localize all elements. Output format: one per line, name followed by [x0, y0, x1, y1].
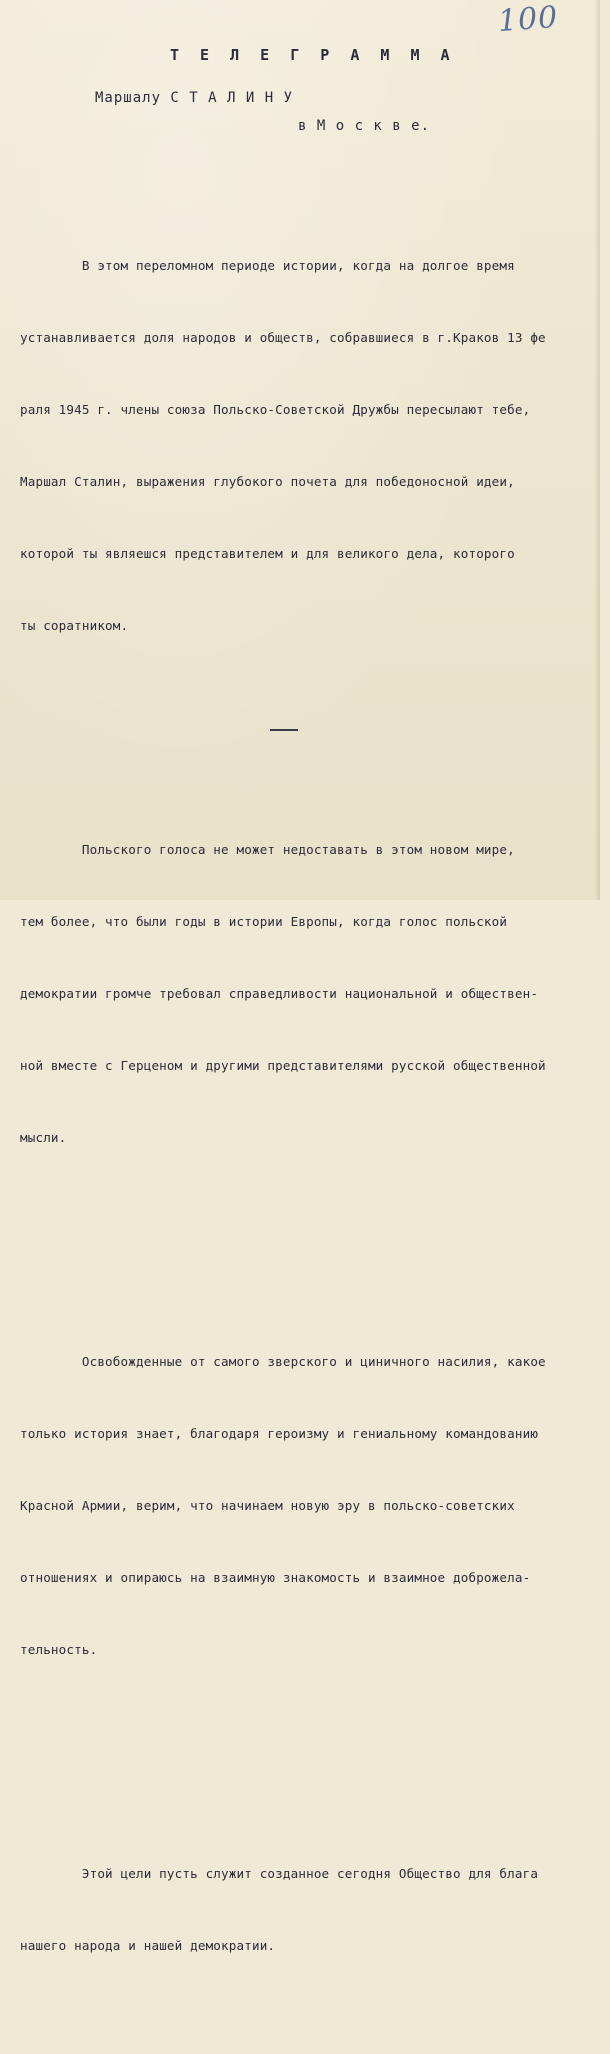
document-title: Т Е Л Е Г Р А М М А: [170, 46, 456, 64]
paragraph-3: [20, 1302, 610, 1710]
handwritten-page-number: 100: [496, 0, 560, 40]
text-line: ной вместе с Герценом и другими представителями русской общественной: [20, 1058, 546, 1073]
text-line: нашего народа и нашей демократии.: [20, 1938, 276, 1953]
text-line: Польского голоса не может недоставать в этом новом мире,: [20, 842, 515, 857]
closing-dash: [270, 729, 298, 731]
text-line: демократии громче требовал справедливости национальной и обществен-: [20, 986, 539, 1001]
paragraph-spacer: [20, 1758, 610, 1766]
paragraph-spacer: [20, 734, 610, 742]
paragraph-4: [20, 1814, 610, 2006]
text-line: которой ты являешся представителем и для великого дела, которого: [20, 546, 515, 561]
text-line: Красной Армии, верим, что начинаем новую эру в польско-советских: [20, 1498, 515, 1513]
text-line: мысли.: [20, 1130, 67, 1145]
text-line: ты соратником.: [20, 618, 129, 633]
text-line: тем более, что были годы в истории Европы, когда голос польской: [20, 914, 508, 929]
text-line: отношениях и опираюсь на взаимную знакомость и взаимное доброжела-: [20, 1570, 531, 1585]
paragraph-2: [20, 790, 610, 1198]
text-line: только история знает, благодаря героизму и гениальному командованию: [20, 1426, 539, 1441]
text-line: устанавливается доля народов и обществ, собравшиеся в г.Краков 13 фе: [20, 330, 546, 345]
text-line: тельность.: [20, 1642, 98, 1657]
page-edge-shadow: [594, 0, 600, 900]
text-line: В этом переломном периоде истории, когда на долгое время: [20, 258, 515, 273]
text-line: Этой цели пусть служит созданное сегодня Общество для блага: [20, 1866, 539, 1881]
text-line: Маршал Сталин, выражения глубокого почета для победоносной идеи,: [20, 474, 515, 489]
text-line: Освобожденные от самого зверского и циничного насилия, какое: [20, 1354, 546, 1369]
addressee-location: в М о с к в е.: [298, 118, 431, 134]
addressee-name: Маршалу С Т А Л И Н У: [95, 90, 294, 106]
paragraph-1: [20, 206, 610, 686]
text-line: раля 1945 г. члены союза Польско-Советской Дружбы пересылают тебе,: [20, 402, 531, 417]
telegram-body: [20, 158, 610, 2054]
paragraph-spacer: [20, 1246, 610, 1254]
